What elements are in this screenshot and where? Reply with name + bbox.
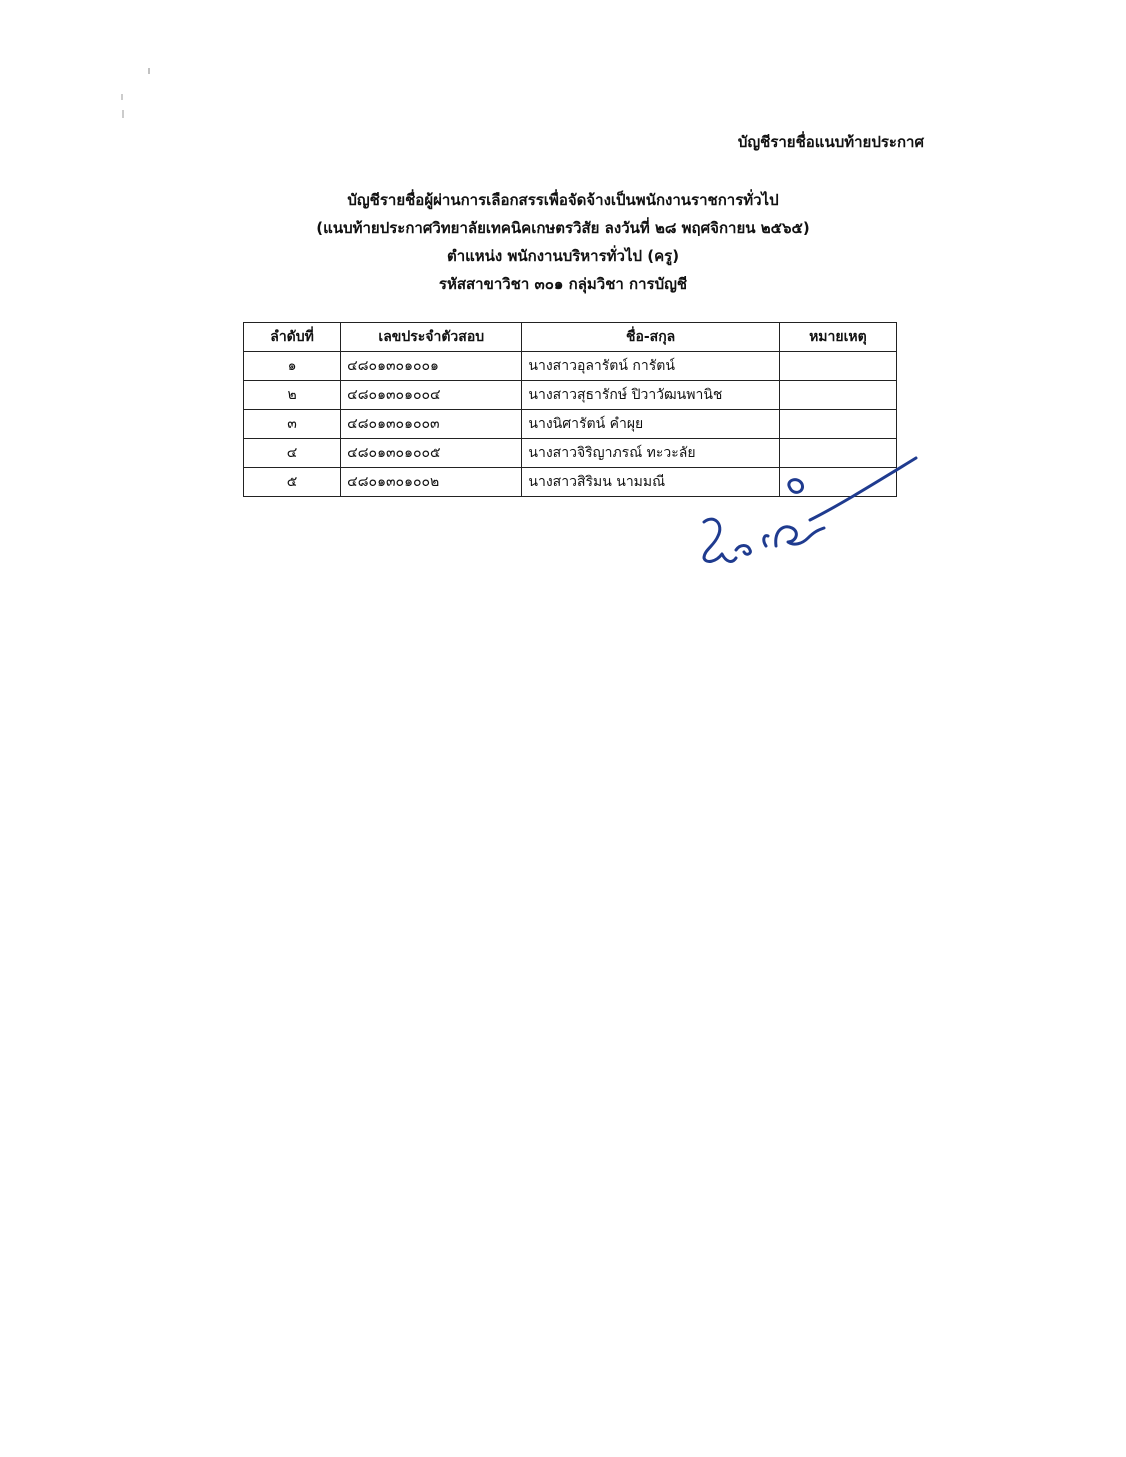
heading-position: ตำแหน่ง พนักงานบริหารทั่วไป (ครู) bbox=[446, 247, 680, 265]
row-exam-id: ๔๘๐๑๓๐๑๐๐๔ bbox=[341, 381, 522, 410]
row-note bbox=[779, 381, 896, 410]
corner-label: บัญชีรายชื่อแนบท้ายประกาศ bbox=[737, 133, 924, 151]
row-note bbox=[779, 410, 896, 439]
row-number: ๓ bbox=[244, 410, 341, 439]
row-name: นางสาวจิริญาภรณ์ ทะวะลัย bbox=[522, 439, 779, 468]
table-row bbox=[244, 410, 897, 439]
signature-strokes bbox=[704, 458, 916, 561]
row-exam-id: ๔๘๐๑๓๐๑๐๐๕ bbox=[341, 439, 522, 468]
row-number: ๒ bbox=[244, 381, 341, 410]
handwritten-signature-icon bbox=[690, 450, 930, 590]
table-row bbox=[244, 352, 897, 381]
header-exam-id: เลขประจำตัวสอบ bbox=[341, 323, 522, 352]
header-number: ลำดับที่ bbox=[244, 323, 341, 352]
row-name: นางสาวสุธารักษ์ ปิวาวัฒนพานิช bbox=[522, 381, 779, 410]
row-number: ๑ bbox=[244, 352, 341, 381]
document-heading bbox=[0, 186, 1126, 298]
row-number: ๔ bbox=[244, 439, 341, 468]
row-exam-id: ๔๘๐๑๓๐๑๐๐๓ bbox=[341, 410, 522, 439]
header-name: ชื่อ-สกุล bbox=[522, 323, 779, 352]
row-number: ๕ bbox=[244, 468, 341, 497]
row-name: นางนิศารัตน์ คำผุย bbox=[522, 410, 779, 439]
heading-title: บัญชีรายชื่อผู้ผ่านการเลือกสรรเพื่อจัดจ้างเป็นพนักงานราชการทั่วไป bbox=[347, 191, 779, 209]
row-exam-id: ๔๘๐๑๓๐๑๐๐๑ bbox=[341, 352, 522, 381]
header-note: หมายเหตุ bbox=[779, 323, 896, 352]
scan-artifact-icon bbox=[118, 66, 158, 126]
row-name: นางสาวอุลารัตน์ การัตน์ bbox=[522, 352, 779, 381]
table-header-row bbox=[244, 323, 897, 352]
row-name: นางสาวสิริมน นามมณี bbox=[522, 468, 779, 497]
table-row bbox=[244, 381, 897, 410]
row-exam-id: ๔๘๐๑๓๐๑๐๐๒ bbox=[341, 468, 522, 497]
row-note bbox=[779, 352, 896, 381]
heading-reference: (แนบท้ายประกาศวิทยาลัยเทคนิคเกษตรวิสัย ลงวันที่ ๒๘ พฤศจิกายน ๒๕๖๕) bbox=[316, 219, 810, 237]
heading-subject: รหัสสาขาวิชา ๓๐๑ กลุ่มวิชา การบัญชี bbox=[438, 275, 688, 293]
